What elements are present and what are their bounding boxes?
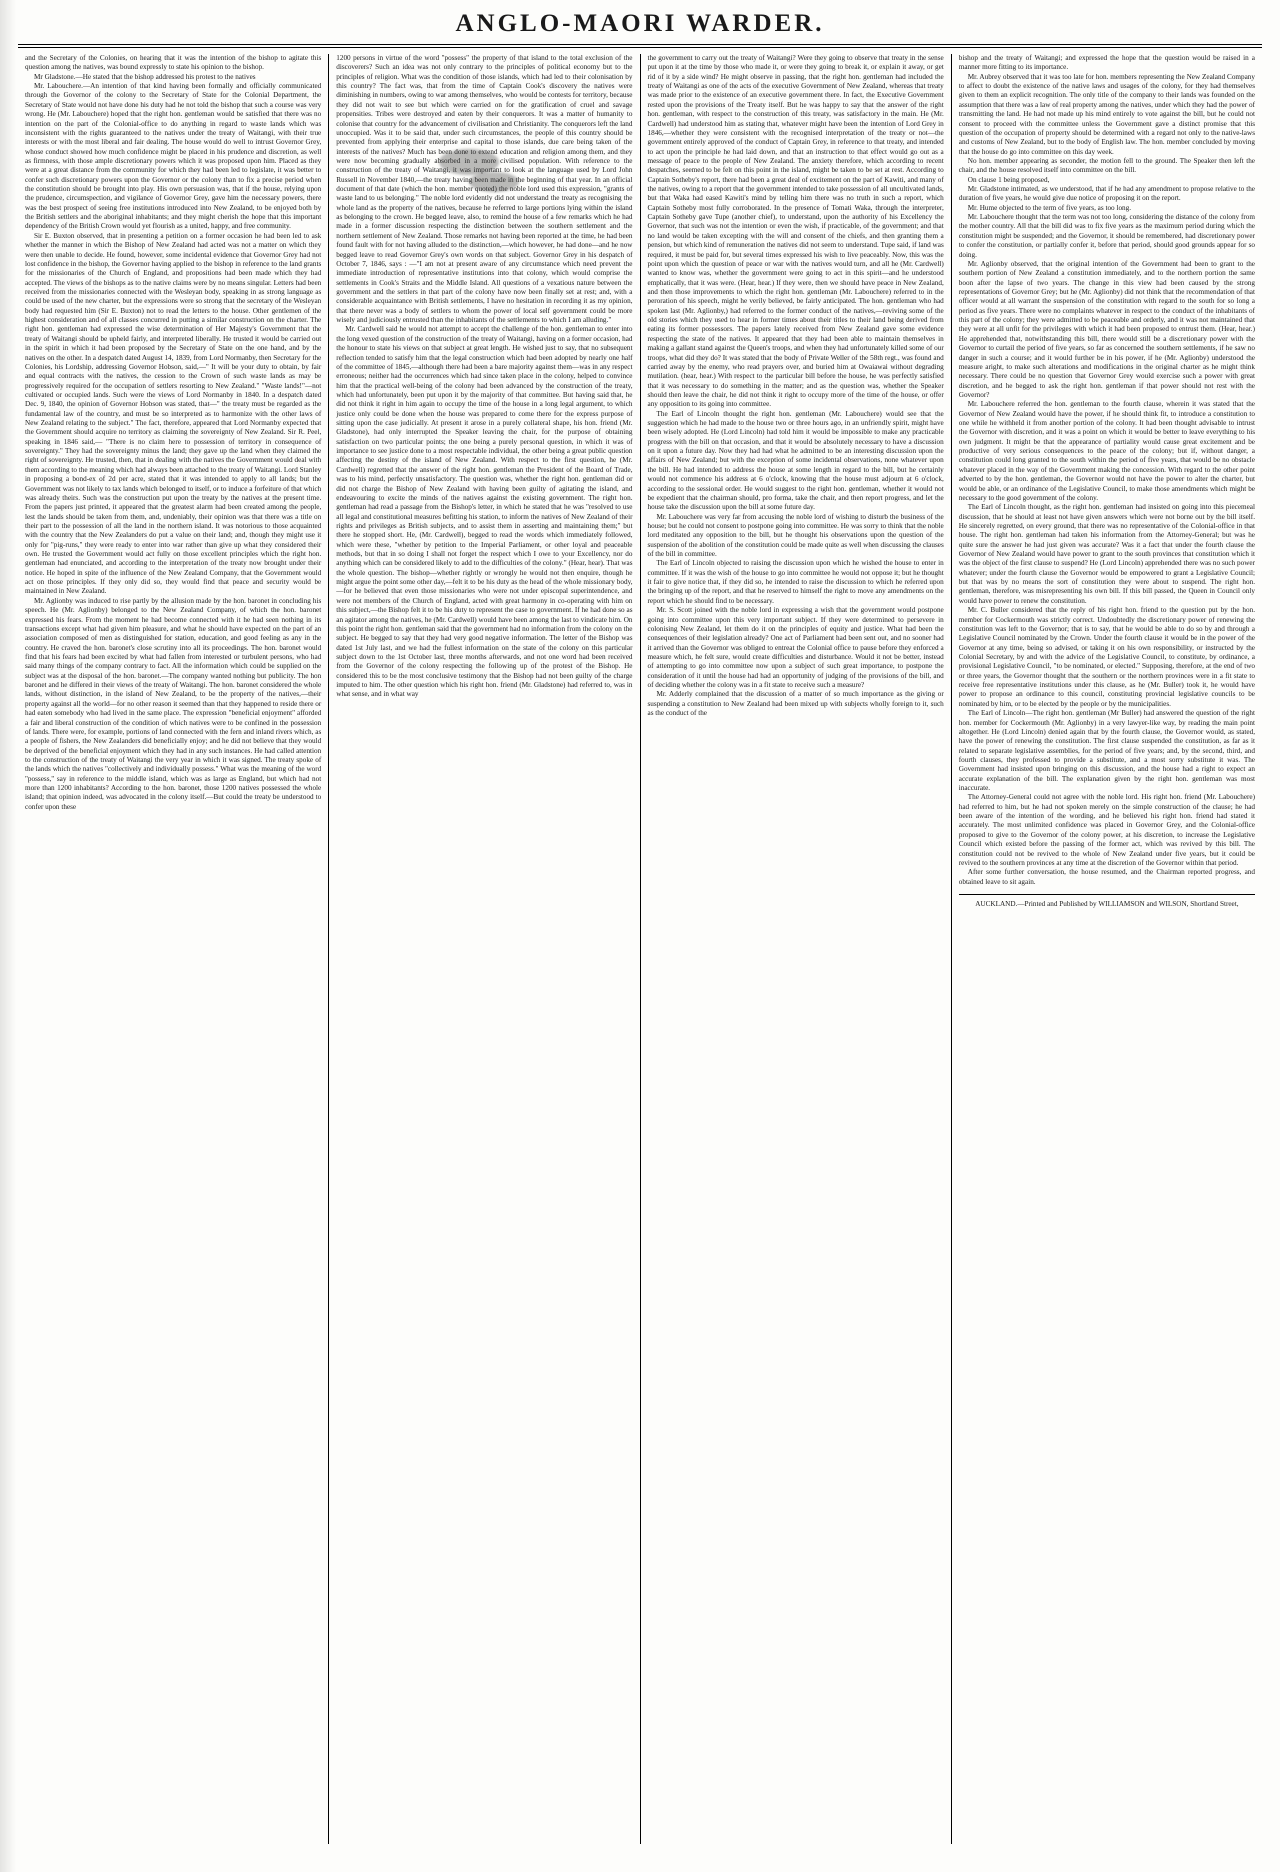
paragraph: Mr. C. Buller considered that the reply of his right hon. friend to the question put by the hon. member for Cockermouth was strictly correct. Undoubtedly the discretionary power of renewing the constitution was left to the Governor; that is to say, that he would be able to do so by and through a Legislative Council nominated by the Crown. Under the fourth clause it would be in the power of the Governor at any time, being so advised, or taking it on his own responsibility, or instructed by the Colonial Secretary, by and with the advice of the Legislative Council, to constitute, by ordinance, a provisional Legislative Council, "to be nominated, or elected." Supposing, therefore, at the end of two or three years, the Governor thought that the southern or the northern provinces were in a fit state to receive free representative institutions under this clause, as he (Mr. Buller) took it, he would have power to propose an ordinance to this council, constituting provincial legislative councils to be nominated by him, or to be elected by the people or by the municipalities. — [958, 606, 1255, 708]
column-4 — [951, 54, 1262, 1844]
imprint — [959, 894, 1255, 910]
paragraph: The Earl of Lincoln thought, as the right hon. gentleman had insisted on going into this piecemeal discussion, that he should at least not have given answers which were not borne out by the bill itself. He sincerely regretted, on every ground, that there was no representative of the Colonial-office in that house. The right hon. gentleman had taken his information from the Attorney-General; but was he quite sure the answer he had just given was accurate? Was it a fact that under the fourth clause the Governor of New Zealand would have power to grant to the south provinces that constitution which it was the object of the first clause to suspend? He (Lord Lincoln) apprehended there was no such power whatever; under the fourth clause the Governor would be empowered to grant a Legislative Council; but that was by no means the sort of constitution they were about to suspend. The right hon. gentleman, therefore, was misrepresenting his own bill. If this bill passed, the Queen in Council only would have power to renew the constitution. — [958, 503, 1255, 605]
paragraph: and the Secretary of the Colonies, on hearing that it was the intention of the bishop to agitate this question among the natives, was bound expressly to state his opinion to the bishop. — [25, 54, 322, 72]
column-1 — [18, 54, 328, 1844]
column-2 — [328, 54, 639, 1844]
paragraph: the government to carry out the treaty of Waitangi? Were they going to observe that treaty in the sense put upon it at the time by those who made it, or were they going to break it, or explain it away, or get rid of it by a side wind? He might observe in passing, that the right hon. gentleman had included the treaty of Waitangi as one of the acts of the executive Government of New Zealand, whereas that treaty was made prior to the existence of an executive government there. In fact, the Executive Government rested upon the provisions of the Treaty itself. But he was happy to say that the answer of the right hon. gentleman, with respect to the construction of this treaty, was satisfactory in the main. He (Mr. Cardwell) had understood him as stating that, whatever might have been the intention of Lord Grey in 1846,—whether they were consistent with the recognised interpretation of the treaty or not—the government entirely approved of the conduct of Captain Grey, in reference to that treaty, and intended to act upon the principle he had laid down, and that an instruction to that effect would go out as a message of peace to the people of New Zealand. The anxiety therefore, which according to recent despatches, seemed to be felt on this point in the island, might be taken to be set at rest. According to Captain Sotheby's report, there had been a great deal of excitement on the part of Kawiti, and many of the natives, owing to a report that the government intended to take possession of all uncultivated lands, but that Waka had eased Kawiti's mind by telling him there was no truth in such a report, which Captain Sotheby most fully corroborated. In the presence of Tomati Waka, through the interpreter, Captain Sotheby gave Tupe (another chief), to understand, upon the authority of his Excellency the Governor, that such was not the intention or even the wish, if practicable, of the government; and that no land would be taken excepting with the will and consent of the chiefs, and then granting them a pension, but which kind of remuneration the natives did not seem to understand. Tupe said, if land was required, it must be paid for, but several times expressed his wish to live peaceably. Now, this was the point upon which the question of peace or war with the natives would turn, and all he (Mr. Cardwell) wanted to know was, whether the government were going to act in this spirit—and he understood emphatically, that it was were. (Hear, hear.) If they were, then we should have peace in New Zealand, and then those improvements to which the right hon. gentleman (Mr. Labouchere) referred to in the peroration of his speech, might he verily believed, be fairly anticipated. The hon. gentleman who had spoken last (Mr. Aglionby,) had referred to the former conduct of the natives,—reviving some of the old stories which they used to hear in former times about their titles to their land being derived from eating its former possessors. The papers lately received from New Zealand gave some evidence respecting the state of the natives. It appeared that they had been able to maintain themselves in making a gallant stand against the Queen's troops, and when they had unfortunately killed some of our troops, what did they do? It was stated that the body of Private Weller of the 58th regt., was found and carried away by the enemy, who read prayers over, and buried him at Owaiawai without degrading mutilation. (hear, hear.) With respect to the particular bill before the house, he was perfectly satisfied that it was necessary to do something in the matter; and as the question was, whether the Speaker should then leave the chair, he did not think it right to occupy more of the time of the house, or offer any opposition to its going into committee. — [647, 54, 944, 409]
paragraph: Sir E. Buxton observed, that in presenting a petition on a former occasion he had been led to ask whether the manner in which the Bishop of New Zealand had acted was not a matter on which they were then unable to decide. He found, however, some incidental evidence that Governor Grey had not lost confidence in the bishop, the Governor having applied to the bishop in reference to the land grants for the missionaries of the Church of England, and propositions had been made which they had accepted. The views of the bishops as to the native claims were by no means singular. Letters had been received from the missionaries connected with the Wesleyan body, speaking in as strong language as could be used of the new charter, but the expressions were so strong that the secretary of the Wesleyan body had requested him (Sir E. Buxton) not to read the letters to the house. Other gentlemen of the highest consideration and of all classes concurred in putting a similar construction on the charter. The right hon. gentleman had expressed the wise determination of Her Majesty's Government that the treaty of Waitangi should be upheld fairly, and interpreted liberally. He trusted it would be carried out in the spirit in which it had been proposed by the Secretary of State on the one hand, and by the natives on the other. In a despatch dated August 14, 1839, from Lord Normanby, then Secretary for the Colonies, his Lordship, addressing Governor Hobson, said,—" It will be your duty to obtain, by fair and equal contracts with the natives, the cession to the Crown of such waste lands as may be progressively required for the occupation of settlers resorting to New Zealand." "Waste lands!"—not cultivated or occupied lands. Such were the views of Lord Normanby in 1840. In a despatch dated Dec. 9, 1840, the opinion of Governor Hobson was stated, that—" the treaty must be regarded as the fundamental law of the country, and must be so interpreted as to harmonize with the other laws of New Zealand relating to the subject." The fact, therefore, appeared that Lord Normanby expected that the Government should acquire no territory as claiming the sovereignty of New Zealand. Sir R. Peel, speaking in 1846 said,— "There is no claim here to possession of territory in consequence of sovereignty." They had the sovereignty minus the land; they gave up the land when they claimed the right of sovereignty. He trusted, then, that in dealing with the natives the Government would deal with them according to the meaning which had always been attached to the treaty of Waitangi. Lord Stanley in proposing a bond-ex of 2d per acre, stated that it was intended to apply to all lands; but the Government was not likely to tax lands which belonged to itself, or to induce a forfeiture of that which was already theirs. Such was the construction put upon the treaty by the natives at the present time. From the papers just printed, it appeared that the greatest alarm had been created among the people, lest the lands should be taken from them, and, undeniably, their opinion was that there was a title on their part to the possession of all the land in the northern island. It was notorious to those acquainted with the country that the New Zealanders do put a value on their land; and, though they might use it only for "pig-runs," they were ready to enter into war rather than give up what they considered their own. He trusted the Government would act fully on those excellent principles which the right hon. gentleman had enunciated, and according to the interpretation of the treaty now brought under their notice. He hoped in spite of the influence of the New Zealand Company, that the Government would act on those principles. If they only did so, they would find that peace and security would be maintained in New Zealand. — [25, 231, 322, 596]
article-columns — [18, 54, 1262, 1844]
paragraph: Mr. Hume objected to the term of five years, as too long. — [967, 203, 1132, 212]
paragraph: Mr. S. Scott joined with the noble lord in expressing a wish that the government would postpone going into committee upon this very important subject. If they were determined to persevere in colonising New Zealand, let them do it on the principles of equity and justice. What had been the consequences of their legislation already? One act of Parliament had been sent out, and no sooner had it arrived than the Governor was obliged to entreat the Colonial office to pause before they enforced a measure which, he felt sure, would create difficulties and disturbance. Would it not be better, instead of attempting to go into committee now upon a subject of such great importance, to postpone the consideration of it until the house had had an opportunity of judging of the provisions of the bill, and of deciding whether the colony was in a fit state to receive such a measure? — [647, 606, 944, 690]
imprint-address: , Shortland Street, — [1186, 899, 1239, 908]
paragraph: Mr. Gladstone intimated, as we understood, that if he had any amendment to propose relative to the duration of five years, he would give due notice of proposing it on the report. — [958, 185, 1255, 203]
paragraph: The Attorney-General could not agree with the noble lord. His right hon. friend (Mr. Labouchere) had referred to him, but he had not spoken merely on the simple construction of the clause; he had been aware of the intention of the wording, and he believed his right hon. friend had stated it accurately. The most unlimited confidence was placed in Governor Grey, and the Colonial-office proposed to give to the Governor of the colony power, at his discretion, to increase the Legislative Council which existed before the passing of the former act, which was revived by this bill. The constitution could not be revived to the whole of New Zealand under five years, but it could be revived to the southern provinces at any time at the discretion of the Governor within that period. — [958, 793, 1255, 867]
imprint-publisher-2: WILSON — [1158, 899, 1187, 908]
masthead-rule-top — [18, 44, 1262, 45]
page-title: ANGLO-MAORI WARDER. — [455, 10, 825, 37]
paragraph: 1200 persons in virtue of the word "possess" the property of that island to the total exclusion of the discoverers? Such an idea was not only contrary to the principles of political economy but to the principles of religion. What was the condition of those islands, which had led to their colonisation by this country? The fact was, that from the time of Captain Cook's discovery the natives were diminishing in numbers, owing to war among themselves, who would be contests for territory, because they did not wait to see but which were carried on for the gratification of cruel and savage propensities. Tribes were destroyed and eaten by their conquerors. It was a matter of humanity to colonise that country for the advancement of civilisation and Christianity. The conquerors left the land unoccupied. Was it to be said that, under such circumstances, the people of this country should be prevented from applying their enterprise and capital to those islands, due care being taken of the interests of the natives? Much has been done to extend education and religion among them, and they were now becoming gradually absorbed in a more civilised population. With reference to the construction of the treaty of Waitangi, it was important to look at the language used by Lord John Russell in November 1840,—the treaty having been made in the beginning of that year. In an official document of that date (which the hon. member quoted) the noble lord used this expression, "grants of waste land to us belonging." The noble lord evidently did not understand the treaty as recognising the whole land as the property of the natives, because he referred to large portions lying within the island as belonging to the crown. He begged leave, also, to remind the house of a few remarks which he had made in a former discussion respecting the distinction between the southern settlement and the northern settlement of New Zealand. Those remarks not having been reported at the time, he had been found fault with for not having alluded to the distinction,—which however, he had done—and he now begged leave to read Governor Grey's own words on that subject. Governor Grey in his despatch of October 7, 1846, says : —"I am not at present aware of any circumstance which need prevent the immediate introduction of representative institutions into that colony, which would comprise the settlements in Cook's Straits and the Middle Island. All questions of a vexatious nature between the government and the settlers in that part of the colony have now been finally set at rest; and, with a considerable acquaintance with British settlements, I have no hesitation in recording it as my opinion, that there never was a body of settlers to whom the power of local self government could be more wisely and judiciously entrusted than the inhabitants of the settlements to which I am alluding." — [336, 54, 633, 325]
paragraph: Mr. Labouchere was very far from accusing the noble lord of wishing to disturb the business of the house; but he could not consent to postpone going into committee. He was sorry to think that the noble lord meditated any opposition to the bill, but he thought his observations upon the question of the suspension of the abolition of the constitution could be made quite as well when discussing the clauses of the bill in committee. — [647, 512, 944, 559]
column-3 — [640, 54, 951, 1844]
paragraph: bishop and the treaty of Waitangi; and expressed the hope that the question would be raised in a manner more fitting to its importance. — [958, 54, 1255, 72]
imprint-text: —Printed and Published by — [1017, 899, 1099, 908]
paragraph: Mr. Aglionby was induced to rise partly by the allusion made by the hon. baronet in concluding his speech. He (Mr. Aglionby) belonged to the New Zealand Company, of which the hon. baronet expressed his fears. From the moment he had become connected with it he had seen nothing in its transactions except what had given him pleasure, and what he should have expected on the part of an association composed of men as distinguished for station, education, and good feeling as any in the country. He craved the hon. baronet's close scrutiny into all its proceedings. The hon. baronet would find that his fears had been excited by what had fallen from interested or turbulent persons, who had said many things of the company contrary to fact. All the information which could be supplied on the subject was at the disposal of the hon. baronet.—The company wanted nothing but publicity. The hon baronet and he differed in their views of the treaty of Waitangi. The hon. baronet considered the whole lands, without distinction, in the island of New Zealand, to be the property of the natives,—their property against all the world—for no other reason it seemed than that they happened to reside there or had eaten somebody who had lived in the same place. The expression "beneficial enjoyment" afforded a fair and liberal construction of the condition of which natives were to be confined in the possession of lands. There were, for example, portions of land connected with the fern and inland rivers which, as a people of fishers, the New Zealanders did beneficially enjoy; and he did not believe that they would be deprived of the beneficial enjoyment which they had in any such instances. He had called attention to the construction of the treaty of Waitangi the very year in which it was signed. The treaty spoke of the lands which the natives "collectively and individually possess." What was the meaning of the word "possess," say in reference to the middle island, which was as large as England, but which had not more than 1200 inhabitants? According to the hon. baronet, those 1200 natives possessed the whole island; that opinion indeed, was advocated in the colony itself.—But could the treaty be understood to confer upon these — [25, 596, 322, 811]
paragraph: The Earl of Lincoln objected to raising the discussion upon which he wished the house to enter in committee. If it was the wish of the house to go into committee he would not oppose it; but he thought it fair to give notice that, if they did so, he intended to raise the discussion to which he referred upon the bringing up of the report, and that he reserved to himself the right to move any amendments on the report which he should find to be necessary. — [647, 559, 944, 605]
paragraph: Mr. Aglionby observed, that the original intention of the Government had been to grant to the southern portion of New Zealand a constitution immediately, and to the northern portion the same boon after the lapse of two years. The change in this view had been caused by the strong representations of Governor Grey; but he (Mr. Aglionby) did not think that the recommendation of that officer would at all warrant the suspension of the constitution with regard to the south for so long a period as five years. There were no complaints whatever in respect to the conduct of the inhabitants of this part of the colony; they were admitted to be peaceable and orderly, and it was not maintained that they were at all unfit for the privileges with which it had been proposed to entrust them. (Hear, hear.) He apprehended that, notwithstanding this bill, there would still be a discretionary power with the Governor to curtail the period of five years, so far as concerned the southern settlements, if he saw no danger in such a course; and it would further be in his power, if he (Mr. Aglionby) understood the measure aright, to make such alterations and modifications in the original charter as he might think necessary. There could be no question that Governor Grey would exercise such a power with great discretion, and he begged to ask the right hon. gentleman if that power should not rest with the Governor? — [958, 259, 1255, 399]
paragraph: Mr. Labouchere.—An intention of that kind having been formally and officially communicated through the Governor of the colony to the Secretary of State for the Colonial Department, the Secretary of State would not have done his duty had he not told the bishop that such a course was very wrong. He (Mr. Labouchere) hoped that the right hon. gentleman would be satisfied that there was no intention on the part of the Colonial-office to do anything in regard to waste lands which was inconsistent with the rights guaranteed to the natives under the treaty of Waitangi, with their true interests or with the most liberal and fair dealing. The house would do well to intrust Governor Grey, whose conduct showed how much confidence might be placed in his prudence and discretion, as well as firmness, with those ample discretionary powers which it was proposed upon him. Placed as they were at a great distance from the community for which they had been led to legislate, it was better to confer such discretionary powers upon the Governor or the colony than to fix a precise period when the constitution should be brought into play. His own persuasion was, that if the house, relying upon the prudence, circumspection, and vigilance of Governor Grey, gave him the necessary powers, there was the best prospect of seeing free institutions introduced into New Zealand, to be enjoyed both by the British settlers and the aboriginal inhabitants; and they might cherish the hope that this important dependency of the British Crown would yet flourish as a united, happy, and free community. — [25, 82, 322, 231]
paragraph: No hon. member appearing as seconder, the motion fell to the ground. The Speaker then left the chair, and the house resolved itself into committee on the bill. — [958, 156, 1255, 175]
paragraph: The Earl of Lincoln thought the right hon. gentleman (Mr. Labouchere) would see that the suggestion which he had made to the house two or three hours ago, in an unfriendly spirit, might have been wisely adopted. He (Lord Lincoln) had told him it would be impossible to make any practicable progress with the bill on that occasion, and that it would be absolutely necessary to have a discussion on it upon a future day. Now they had had what he admitted to be an interesting discussion upon the affairs of New Zealand; but with the exception of some incidental observations, none whatever upon the bill. He had intended to address the house at some length in regard to the bill, but he certainly would not commence his address at 6 o'clock, knowing that the house must adjourn at 6 o'clock, according to the sessional order. He would suggest to the right hon. gentleman, whether it would not be expedient that the chairman should, pro forma, take the chair, and then report progress, and let the house take the discussion upon the bill at some future day. — [647, 409, 944, 512]
imprint-place: AUCKLAND. — [975, 899, 1018, 908]
imprint-publisher-1: WILLIAMSON — [1098, 899, 1145, 908]
imprint-connector: and — [1144, 899, 1159, 908]
paragraph: Mr. Adderly complained that the discussion of a matter of so much importance as the giving or suspending a constitution to New Zealand had been mixed up with subjects wholly foreign to it, such as the conduct of the — [647, 690, 944, 718]
scan-edge-shadow — [0, 0, 16, 1872]
paragraph: Mr. Labouchere thought that the term was not too long, considering the distance of the colony from the mother country. All that the bill did was to fix five years as the maximum period during which the constitution might be suspended; and the Governor, it should be remembered, had discretionary power to confer the constitution, or partially confer it, before that period, should good grounds appear for so doing. — [958, 213, 1255, 259]
paragraph: Mr. Cardwell said he would not attempt to accept the challenge of the hon. gentleman to enter into the long vexed question of the construction of the treaty of Waitangi, having on a former occasion, had the honour to state his views on that subject at great length. He wished just to say, that no subsequent reflection tended to satisfy him that the legal construction which had been adopted by nearly one half of the committee of 1845,—although there had been a bare majority against them—was in any respect erroneous; neither had the occurrences which had since taken place in the colony, helped to convince him that the practical well-being of the colony had been advanced by the construction of the treaty, which had unfortunately, been put upon it by the majority of that committee. But having said that, he did not think it right in him again to occupy the time of the house in a long legal argument, to which justice only could be done when the house was prepared to come there for the express purpose of sitting upon the case judicially. At present it arose in a purely collateral shape, his hon. friend (Mr. Gladstone), had only interrupted the Speaker leaving the chair, for the purpose of obtaining satisfaction on two particular points; the one being a purely personal question, in which it was of importance to see justice done to a most respectable individual, the other being a great public question affecting the destiny of the island of New Zealand. With respect to the first question, he (Mr. Cardwell) regretted that the answer of the right hon. gentleman the President of the Board of Trade, was to his mind, perfectly unsatisfactory. The question was, whether the right hon. gentleman did or did not charge the Bishop of New Zealand with having been guilty of agitating the island, and endeavouring to excite the minds of the natives against the existing government. The right hon. gentleman had read a passage from the Bishop's letter, in which he stated that he was "resolved to use all legal and constitutional measures befitting his station, to inform the natives of New Zealand of their rights and privileges as British subjects, and to assist them in asserting and maintaining them;" but there he stopped short. He, (Mr. Cardwell), begged to read the words which immediately followed, which were these, "whether by petition to the Imperial Parliament, or other loyal and peaceable methods, but that in so doing I shall not forget the respect which I owe to your Excellency, nor do anything which can be considered likely to add to the difficulties of the colony." (Hear, hear). That was the whole question. The bishop—whether rightly or wrongly he would not then enquire, though he might argue the point some other day,—felt it to be his duty as the head of the whole missionary body,—for he believed that even those missionaries who were not under episcopal superintendence, and were not members of the Church of England, acted with great harmony in co-operating with him on this subject,—the Bishop felt it to be his duty to represent the case to government. If he had done so as an agitator among the natives, he (Mr. Cardwell) would have been among the last to vindicate him. On this point the right hon. gentleman said that the government had no information from the colony on the subject. He begged to say that they had very good negative information. The letter of the Bishop was dated 1st July last, and we had the fullest information on the state of the colony on this particular subject down to the 1st October last, three months afterwards, and not one word had been received from the Governor of the colony respecting the following up of the protest of the Bishop. He considered this to be the most conclusive testimony that the Bishop had not been guilty of the charge imputed to him. The other question which his right hon. friend (Mr. Gladstone) had referred to, was in what sense, and in what way — [336, 325, 633, 699]
paragraph: After some further conversation, the house resumed, and the Chairman reported progress, and obtained leave to sit again. — [958, 868, 1255, 886]
paragraph: Mr. Aubrey observed that it was too late for hon. members representing the New Zealand Company to affect to doubt the existence of the native laws and usages of the colony, for they had themselves given to them an explicit recognition. The only title of the company to their lands was founded on the assumption that there was a law of real property among the natives, under which they had the power of transmitting the land. He had not made up his mind entirely to vote against the bill, but he could not consent to proceed with the committee unless the Government gave a distinct promise that this question of the occupation of property should be determined with a regard not only to the native-laws and customs of New Zealand, but to the body of English law. The hon. member concluded by moving that the house do go into committee on this day week. — [958, 72, 1255, 156]
paragraph: The Earl of Lincoln—The right hon. gentleman (Mr Buller) had answered the question of the right hon. member for Cockermouth (Mr. Aglionby) in a very lawyer-like way, by reading the main point altogether. He (Lord Lincoln) denied again that by the fourth clause, the Governor would, as stated, have the power of renewing the constitution. The first clause suspended the constitution, as far as it related to separate legislative assemblies, for the period of five years; and, by the second, third, and fourth clauses, they professed to provide a substitute, and a most sorry substitute it was. The Government had insisted upon bringing on this discussion, and the house had a right to expect an accurate explanation of the bill. The explanation given by the right hon. gentleman was most inaccurate. — [958, 709, 1255, 793]
paragraph: Mr. Labouchere referred the hon. gentleman to the fourth clause, wherein it was stated that the Governor of New Zealand would have the power, if he should think fit, to introduce a constitution to one while he withheld it from another portion of the colony. It had been thought advisable to intrust the Governor with discretion, and it was a point on which it would be better to leave everything to his own judgment. It might be that the appearance of partiality would cause great excitement and be productive of very serious consequences to the peace of the colony; but if, without danger, a constitution could long granted to the south within the period of five years, that would be no obstacle whatever placed in the way of the Government making the concession. With regard to the other point adverted to by the hon. gentleman, the Governor would not have the power to alter the charter, but would be able, or an ordinance of the Legislative Council, to make those amendments which might be necessary to the good government of the colony. — [958, 400, 1255, 502]
masthead-rule-bottom — [18, 47, 1262, 48]
paragraph: On clause 1 being proposed, — [967, 175, 1050, 184]
paragraph: Mr Gladstone.—He stated that the bishop addressed his protest to the natives — [34, 72, 256, 81]
